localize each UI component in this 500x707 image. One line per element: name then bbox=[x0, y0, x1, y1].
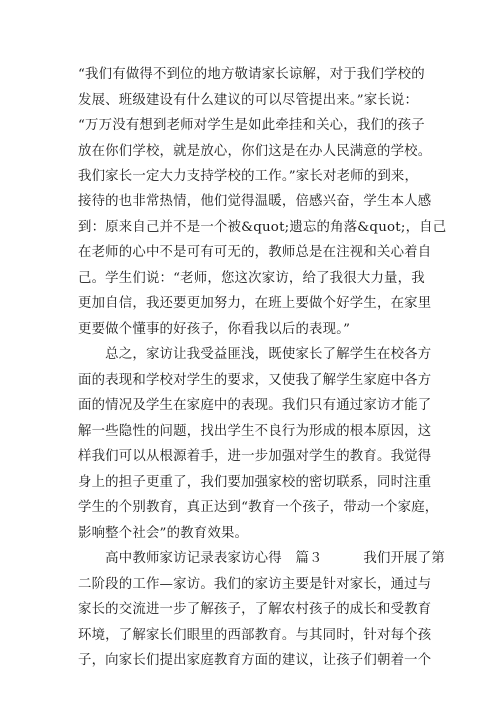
text-line: 影响整个社会”的教育效果。 bbox=[78, 526, 249, 541]
text-line: 在老师的心中不是可有可无的，教师总是在注视和关心着自 bbox=[78, 245, 432, 260]
text-line: “我们有做得不到位的地方敬请家长谅解，对于我们学校的 bbox=[78, 67, 425, 82]
text-line: 更要做个懂事的好孩子，你看我以后的表现。” bbox=[78, 322, 351, 337]
text-line: 放在你们学校，就是放心，你们这是在办人民满意的学校。 bbox=[78, 144, 432, 159]
text-line: “万万没有想到老师对学生是如此牵挂和关心，我们的孩子 bbox=[78, 118, 425, 133]
text-line: 环境，了解家长们眼里的西部教育。与其同时，针对每个孩 bbox=[78, 628, 432, 643]
text-line: 我们家长一定大力支持学校的工作。”家长对老师的到来， bbox=[78, 169, 419, 184]
text-line: 子，向家长们提出家庭教育方面的建议，让孩子们朝着一个 bbox=[78, 653, 432, 668]
text-line: 面的情况及学生在家庭中的表现。我们只有通过家访才能了 bbox=[78, 398, 432, 413]
text-line: 己。学生们说：“老师，您这次家访，给了我很大力量，我 bbox=[78, 271, 425, 286]
text-line: 样我们可以从根源着手，进一步加强对学生的教育。我觉得 bbox=[78, 449, 432, 464]
text-line: 发展、班级建设有什么建议的可以尽管提出来。”家长说： bbox=[78, 93, 419, 108]
text-line: 接待的也非常热情，他们觉得温暖，倍感兴奋，学生本人感 bbox=[78, 194, 432, 209]
text-line: 高中教师家访记录表家访心得 篇３ 我们开展了第 bbox=[78, 551, 445, 566]
text-line: 家长的交流进一步了解孩子，了解农村孩子的成长和受教育 bbox=[78, 602, 432, 617]
text-line: 总之，家访让我受益匪浅，既使家长了解学生在校各方 bbox=[78, 347, 432, 362]
text-line: 到：原来自己并不是一个被&quot;遗忘的角落&quot;，自己 bbox=[78, 220, 447, 235]
text-line: 二阶段的工作—家访。我们的家访主要是针对家长，通过与 bbox=[78, 577, 432, 592]
text-line: 解一些隐性的问题，找出学生不良行为形成的根本原因，这 bbox=[78, 424, 432, 439]
text-line: 身上的担子更重了，我们要加强家校的密切联系，同时注重 bbox=[78, 475, 432, 490]
text-line: 面的表现和学校对学生的要求，又使我了解学生家庭中各方 bbox=[78, 373, 432, 388]
text-line: 更加自信，我还要更加努力，在班上要做个好学生，在家里 bbox=[78, 296, 432, 311]
text-line: 学生的个别教育，真正达到“教育一个孩子，带动一个家庭， bbox=[78, 500, 439, 515]
